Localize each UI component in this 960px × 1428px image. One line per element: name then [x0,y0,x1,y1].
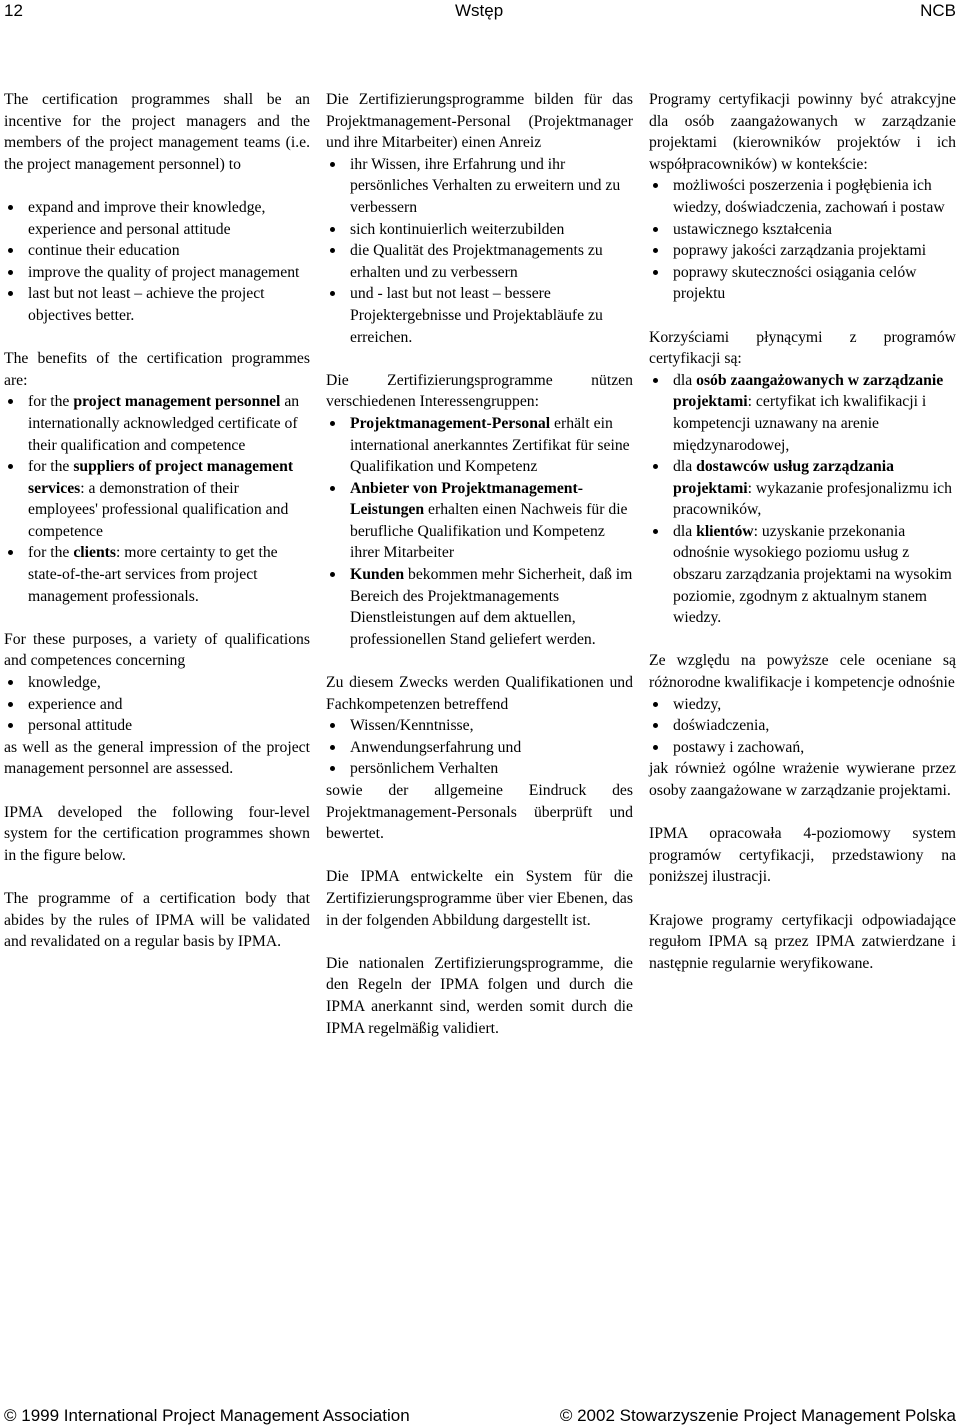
list-item: improve the quality of project management [4,262,310,284]
de-assessment-paragraph: sowie der allgemeine Eindruck des Projektmanagement-Personals überprüft und bewertet. [326,782,633,843]
list-item: sich kontinuierlich weiterzubilden [326,219,633,241]
en-validation-paragraph: The programme of a certification body that abides by the rules of IPMA will be validated and revalidated on a regular basis by IPMA. [4,889,310,951]
pl-benefits-heading: Korzyściami płynącymi z programów certyfikacji są: [649,328,956,368]
de-goals-list [326,154,633,348]
list-item: dla dostawców usług zarządzania projektami: wykazanie profesjonalizmu ich pracowników, [649,456,956,521]
list-item: continue their education [4,240,310,262]
header-org: NCB [920,1,956,20]
pl-validation-paragraph: Krajowe programy certyfikacji odpowiadające regułom IPMA są przez IPMA zatwierdzane i następnie regularnie weryfikowane. [649,911,956,972]
list-item: Wissen/Kenntnisse, [326,715,633,737]
list-item: dla osób zaangażowanych w zarządzanie projektami: certyfikat ich kwalifikacji i kompetencji uznawany na arenie międzynarodowej, [649,370,956,456]
pl-purposes-paragraph: Ze względu na powyższe cele oceniane są różnorodne kwalifikacje i kompetencje odnośnie [649,652,956,692]
list-item: wiedzy, [649,694,956,716]
list-item: for the clients: more certainty to get the state-of-the-art services from project management professionals. [4,542,310,607]
en-intro-paragraph: The certification programmes shall be an incentive for the project managers and the members of the project management teams (i.e. the project management personnel) to [4,91,310,173]
footer-copyright-ipma: © 1999 International Project Management Association [4,1406,410,1425]
list-item: doświadczenia, [649,715,956,737]
list-item: und - last but not least – bessere Projektergebnisse und Projektabläufe zu erreichen. [326,283,633,348]
de-validation-paragraph: Die nationalen Zertifizierungsprogramme, die den Regeln der IPMA folgen und durch die IPMA anerkannt sind, werden somit durch die IPMA regelmäßig validiert. [326,954,633,1037]
list-item: dla klientów: uzyskanie przekonania odnośnie wysokiego poziomu usług z obszaru zarządzania projektami na wysokim poziomie, zgodnym z aktualnym stanem wiedzy. [649,521,956,629]
pl-system-paragraph: IPMA opracowała 4-poziomowy system programów certyfikacji, przedstawiony na poniższej ilustracji. [649,825,956,886]
pl-intro-paragraph: Programy certyfikacji powinny być atrakcyjne dla osób zaangażowanych w zarządzanie projektami (kierowników projektów i ich współpracowników) w kontekście: [649,91,956,173]
de-benefits-heading: Die Zertifizierungsprogramme nützen verschiedenen Interessengruppen: [326,371,633,411]
column-polish [649,89,956,996]
list-item: for the suppliers of project management services: a demonstration of their employees' professional qualification and competence [4,456,310,542]
list-item: ustawicznego kształcenia [649,219,956,241]
list-item: expand and improve their knowledge, experience and personal attitude [4,197,310,240]
header-title: Wstęp [455,1,504,20]
pl-assessment-paragraph: jak również ogólne wrażenie wywierane przez osoby zaangażowane w zarządzanie projektami. [649,760,956,799]
column-english [4,89,310,974]
en-benefits-list [4,391,310,607]
en-assessment-paragraph: as well as the general impression of the project management personnel are assessed. [4,738,310,778]
en-qualities-list [4,672,310,737]
list-item: Projektmanagement-Personal erhält ein international anerkanntes Zertifikat für seine Qualifikation und Kompetenz [326,413,633,478]
list-item: last but not least – achieve the project objectives better. [4,283,310,326]
de-qualities-list [326,715,633,780]
list-item: Anwendungserfahrung und [326,737,633,759]
list-item: Kunden bekommen mehr Sicherheit, daß im Bereich des Projektmanagements Dienstleistungen auf dem aktuellen, professionellen Stand geliefert werden. [326,564,633,650]
list-item: postawy i zachowań, [649,737,956,759]
list-item: for the project management personnel an internationally acknowledged certificate of their qualification and competence [4,391,310,456]
en-purposes-paragraph: For these purposes, a variety of qualifications and competences concerning [4,630,310,670]
list-item: możliwości poszerzenia i pogłębienia ich wiedzy, doświadczenia, zachowań i postaw [649,175,956,218]
list-item: ihr Wissen, ihre Erfahrung und ihr persönliches Verhalten zu erweitern und zu verbessern [326,154,633,219]
list-item: knowledge, [4,672,310,694]
list-item: poprawy skuteczności osiągania celów projektu [649,262,956,305]
en-benefits-heading: The benefits of the certification programmes are: [4,350,310,389]
footer-copyright-spmp: © 2002 Stowarzyszenie Project Management Polska [559,1406,956,1425]
en-goals-list [4,197,310,327]
de-intro-paragraph: Die Zertifizierungsprogramme bilden für das Projektmanagement-Personal (Projektmanager und ihre Mitarbeiter) einen Anreiz [326,91,633,152]
list-item: experience and [4,694,310,716]
pl-qualities-list [649,694,956,759]
list-item: poprawy jakości zarządzania projektami [649,240,956,262]
pl-benefits-list [649,370,956,629]
list-item: die Qualität des Projektmanagements zu erhalten und zu verbessern [326,240,633,283]
list-item: persönlichem Verhalten [326,758,633,780]
en-system-paragraph: IPMA developed the following four-level system for the certification programmes shown in the figure below. [4,803,310,864]
column-german [326,89,633,1061]
header-page-number: 12 [4,1,23,20]
list-item: personal attitude [4,715,310,737]
de-purposes-paragraph: Zu diesem Zwecks werden Qualifikationen und Fachkompetenzen betreffend [326,674,633,713]
list-item: Anbieter von Projektmanagement-Leistungen erhalten einen Nachweis für die berufliche Qualifikation und Kompetenz ihrer Mitarbeiter [326,478,633,564]
de-benefits-list [326,413,633,651]
de-system-paragraph: Die IPMA entwickelte ein System für die Zertifizierungsprogramme über vier Ebenen, das in der folgenden Abbildung dargestellt ist. [326,868,633,929]
pl-goals-list [649,175,956,305]
